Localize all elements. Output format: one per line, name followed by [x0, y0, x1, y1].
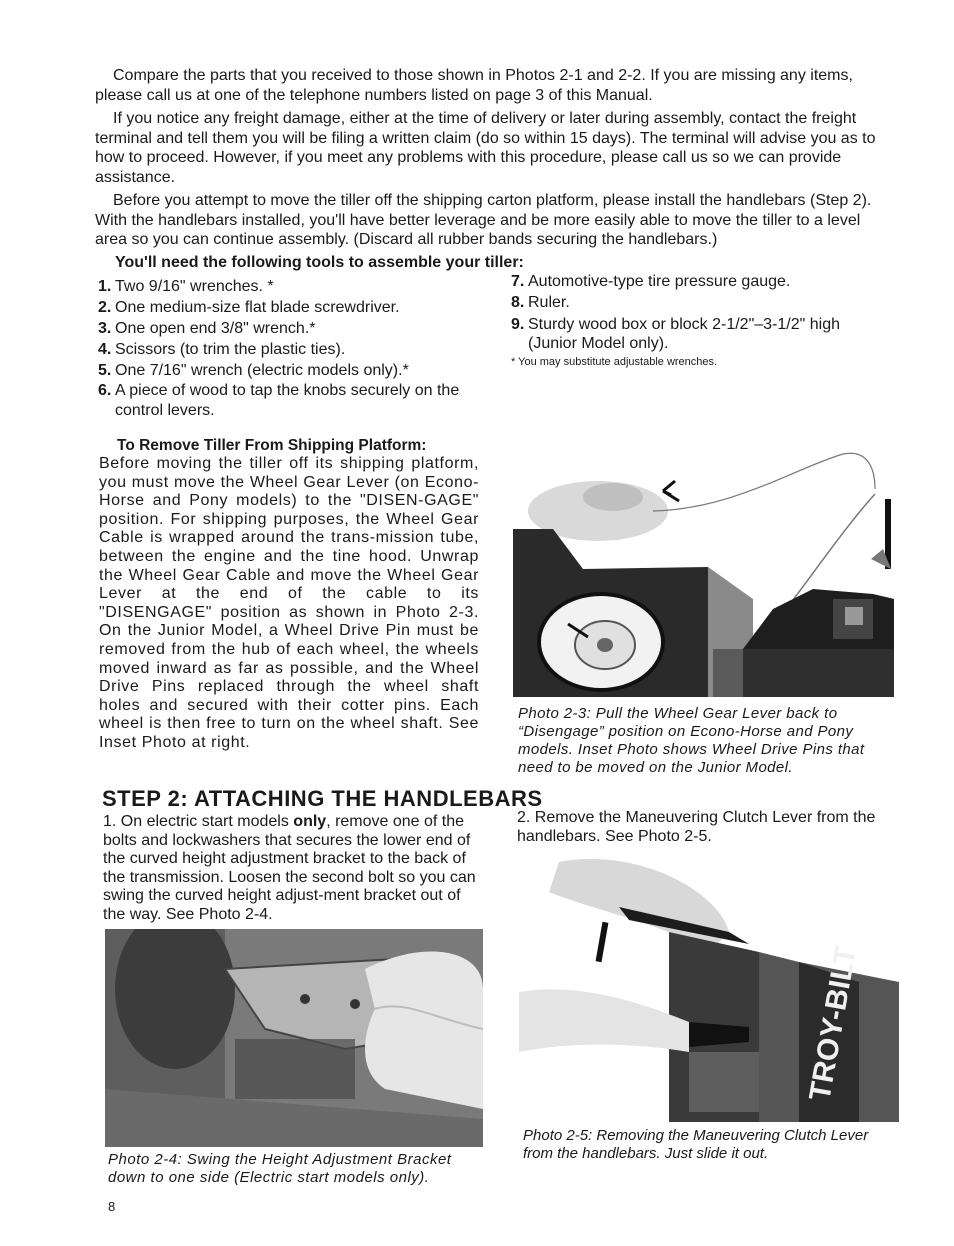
list-item: 9. Sturdy wood box or block 2-1/2"–3-1/2" high (Junior Model only). — [511, 316, 840, 352]
tools-list-left — [98, 276, 478, 421]
photo-2-3-caption: Photo 2-3: Pull the Wheel Gear Lever back to “Disengage” position on Econo-Horse and Pony models. Inset Photo shows Wheel Drive Pins that need to be moved on the Junior Model. — [518, 705, 865, 776]
list-item: 2. One medium-size flat blade screwdriver. — [98, 299, 400, 316]
list-item: 7. Automotive-type tire pressure gauge. — [511, 273, 791, 290]
troy-bilt-logo: TROY-BILT — [803, 943, 863, 1104]
tools-heading: You'll need the following tools to assemble your tiller: — [115, 254, 524, 271]
clutch-lever-photo — [519, 852, 899, 1122]
step-2-title: STEP 2: ATTACHING THE HANDLEBARS — [102, 786, 543, 811]
intro-paragraph-3: Before you attempt to move the tiller off the shipping carton platform, please install the handlebars (Step 2). With the handlebars installed, you'll have better leverage and be more easily able to move the tiller to a level area so you can continue assembly. (Discard all rubber bands securing the handlebars.) — [95, 192, 872, 248]
step-2-item-1: 1. On electric start models only, remove one of the bolts and lockwashers that secures the lower end of the curved height adjustment bracket to the back of the transmission. Loosen the second bolt so you can swing the curved height adjust-ment bracket out of the way. See Photo 2-4. — [103, 813, 476, 923]
tiller-wheel-photo — [513, 449, 894, 697]
remove-body: Before moving the tiller off its shipping platform, you must move the Wheel Gear Lever (on Econo-Horse and Pony models) to the "DISEN-GAGE" position. For shipping purposes, the Wheel Gear Cable is wrapped around the trans-mission tube, between the engine and the tine hood. Unwrap the Wheel Gear Cable and move the Wheel Gear Lever at the end of the cable to its "DISENGAGE" position as shown in Photo 2-3. On the Junior Model, a Wheel Drive Pin must be removed from the hub of each wheel, the wheels moved inward as far as possible, and the Wheel Drive Pins replaced through the wheel shaft holes and secured with their cotter pins. Each wheel is then free to turn on the wheel shaft. See Inset Photo at right. — [99, 455, 479, 751]
photo-2-5-caption: Photo 2-5: Removing the Maneuvering Clutch Lever from the handlebars. Just slide it out. — [523, 1127, 869, 1162]
list-item: 6. A piece of wood to tap the knobs securely on the control levers. — [98, 382, 460, 419]
list-item: 3. One open end 3/8" wrench.* — [98, 320, 316, 337]
intro-paragraph-1: Compare the parts that you received to those shown in Photos 2-1 and 2-2. If you are missing any items, please call us at one of the telephone numbers listed on page 3 of this Manual. — [95, 67, 853, 104]
page-number: 8 — [108, 1199, 116, 1214]
photo-2-5 — [519, 852, 899, 1122]
footnote: * You may substitute adjustable wrenches. — [511, 356, 718, 368]
step-2-item-2: 2. Remove the Maneuvering Clutch Lever from the handlebars. See Photo 2-5. — [517, 809, 876, 845]
height-bracket-photo — [105, 929, 483, 1147]
intro-paragraph-2: If you notice any freight damage, either at the time of delivery or later during assembly, contact the freight terminal and tell them you will be filing a written claim (do so within 15 days). The terminal will advise you as to how to proceed. However, if you meet any problems with this procedure, please call us so we can provide assistance. — [95, 110, 876, 186]
photo-2-3 — [513, 449, 894, 697]
remove-section — [99, 437, 479, 753]
list-item: 4. Scissors (to trim the plastic ties). — [98, 341, 346, 358]
list-item: 8. Ruler. — [511, 294, 570, 311]
photo-2-4 — [105, 929, 483, 1147]
photo-2-4-caption: Photo 2-4: Swing the Height Adjustment Bracket down to one side (Electric start models only). — [108, 1151, 452, 1186]
intro-section — [95, 66, 887, 250]
list-item: 1. Two 9/16" wrenches. * — [98, 278, 274, 295]
remove-heading: To Remove Tiller From Shipping Platform: — [117, 437, 427, 454]
list-item: 5. One 7/16" wrench (electric models only).* — [98, 362, 409, 379]
tools-list-right — [511, 271, 891, 353]
